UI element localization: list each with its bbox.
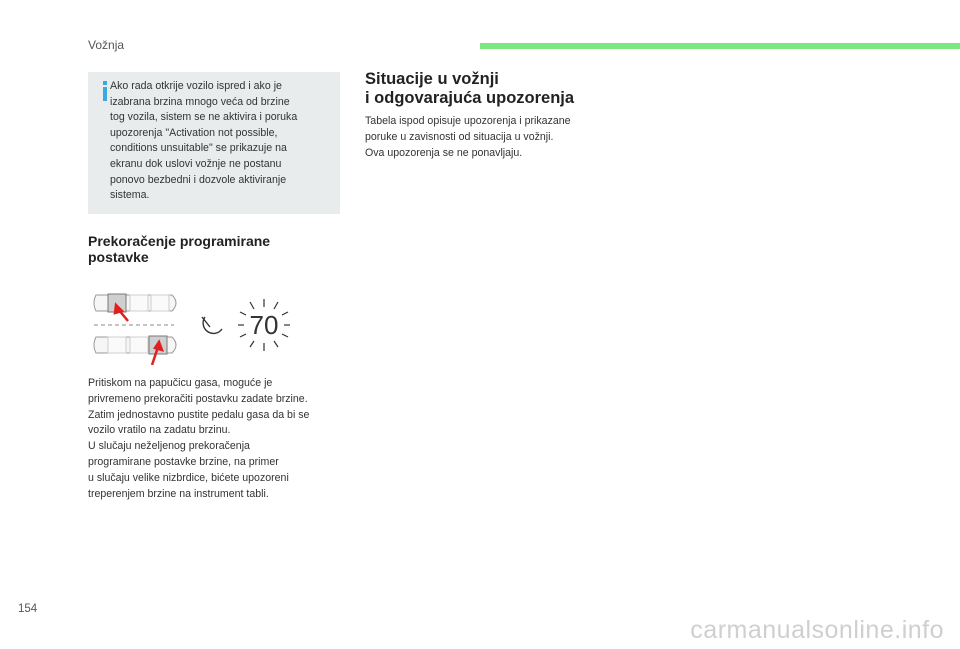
info-text: Ako rada otkrije vozilo ispred i ako je izabrana brzina mnogo veća od brzine tog vozila, sistem se ne aktivira i poruka upozorenja "Activation not possible, conditions unsuitable" se prikazuje na ekranu dok uslovi vožnje ne postanu ponovo bezbedni i dozvole aktiviranje sistema.	[110, 80, 298, 202]
speed-display: 70	[249, 310, 279, 340]
header-accent-bar	[480, 43, 960, 49]
override-body-text: Pritiskom na papučicu gasa, moguće je privremeno prekoračiti postavku zadate brzine. Zatim jednostavno pustite pedalu gasa da bi se vozilo vratilo na zadatu brzinu. U slučaju neželjenog prekoračenja programirane postavke brzine, na primer u slučaju velike nizbrdice, bićete upozoreni treperenjem brzine na instrument tabli.	[88, 377, 310, 500]
section-title: Vožnja	[88, 38, 125, 52]
red-arrow-icon	[115, 305, 162, 365]
section-heading-situations: Situacije u vožnji i odgovarajuća upozorenja	[365, 70, 575, 107]
pedal-selector-icon	[94, 294, 176, 354]
section-heading-override: Prekoračenje programirane postavke	[88, 233, 271, 265]
info-box	[88, 72, 340, 214]
speed-override-illustration	[88, 285, 318, 365]
speedometer-icon	[202, 317, 222, 333]
situations-body-text: Tabela ispod opisuje upozorenja i prikazane poruke u zavisnosti od situacija u vožnji. Ova upozorenja se ne ponavljaju.	[365, 115, 571, 159]
page-number: 154	[18, 603, 38, 615]
watermark: carmanualsonline.info	[690, 616, 944, 644]
